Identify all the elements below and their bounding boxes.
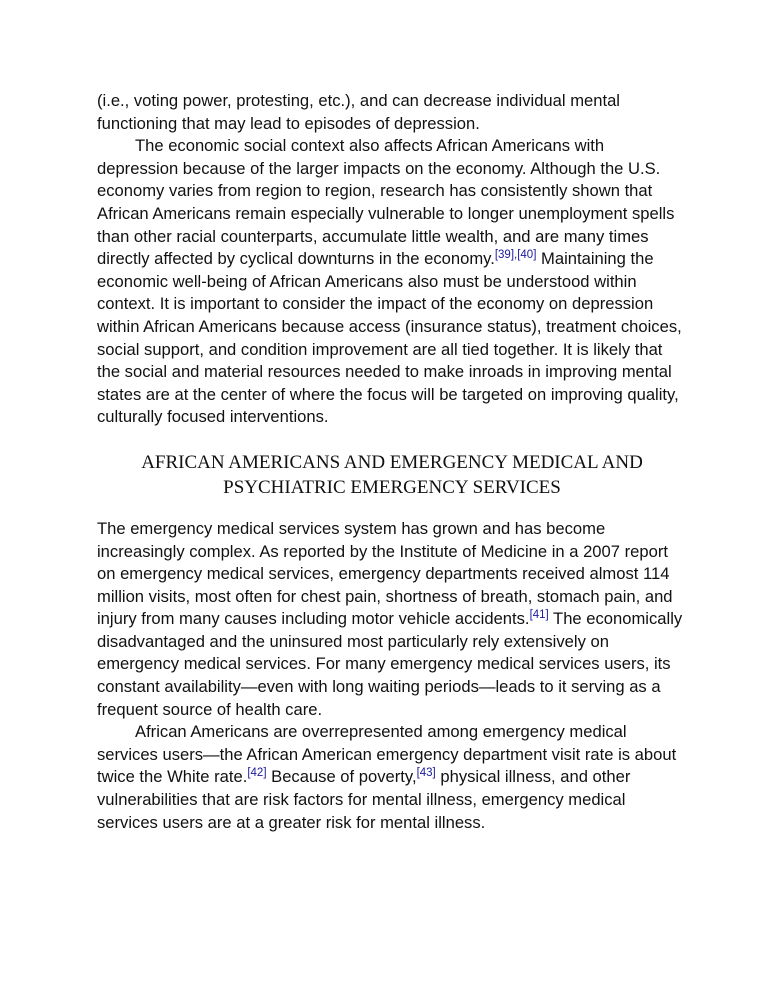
citation-41[interactable]: [41] bbox=[529, 609, 549, 622]
citation-separator: , bbox=[514, 249, 518, 262]
citation-43[interactable]: [43] bbox=[416, 767, 436, 780]
paragraph-text: Maintaining the economic well-being of African Americans also must be understood within context. It is important to consider the impact of the economy on depression within African Americans because access (insurance status), treatment choices, social support, and condition improvement are all tied together. It is likely that the social and material resources needed to make inroads in improving mental states are at the center of where the focus will be targeted on improving quality, culturally focused interventions. bbox=[97, 249, 682, 427]
paragraph-text: The economic social context also affects African Americans with depression because of the larger impacts on the economy. Although the U.S. economy varies from region to region, research has consistently shown that African Americans remain especially vulnerable to longer unemployment spells than other racial counterparts, accumulate little wealth, and are many times directly affected by cyclical downturns in the economy. bbox=[97, 136, 675, 269]
paragraph-text: The economically disadvantaged and the uninsured most particularly rely extensively on emergency medical services. For many emergency medical services users, its constant availability—even with long waiting periods—leads to it serving as a frequent source of health care. bbox=[97, 609, 683, 719]
paragraph-text: African Americans are overrepresented among emergency medical services users—the African American emergency department visit rate is about twice the White rate. bbox=[97, 722, 677, 787]
paragraph-text: Because of poverty, bbox=[266, 767, 417, 787]
section-heading bbox=[97, 450, 687, 500]
paragraph-economic-context bbox=[97, 135, 687, 429]
paragraph-overrepresentation bbox=[97, 721, 687, 834]
paragraph-text: (i.e., voting power, protesting, etc.), and can decrease individual mental functioning that may lead to episodes of depression. bbox=[97, 91, 620, 133]
citation-42[interactable]: [42] bbox=[247, 767, 267, 780]
heading-line-1: AFRICAN AMERICANS AND EMERGENCY MEDICAL AND bbox=[141, 451, 643, 473]
citation-40[interactable]: [40] bbox=[517, 249, 537, 262]
document-page bbox=[97, 90, 687, 834]
heading-line-2: PSYCHIATRIC EMERGENCY SERVICES bbox=[223, 476, 561, 498]
paragraph-text: physical illness, and other vulnerabilities that are risk factors for mental illness, emergency medical services users are at a greater risk for mental illness. bbox=[97, 767, 631, 832]
paragraph-text: The emergency medical services system has grown and has become increasingly complex. As reported by the Institute of Medicine in a 2007 report on emergency medical services, emergency departments received almost 114 million visits, most often for chest pain, shortness of breath, stomach pain, and injury from many causes including motor vehicle accidents. bbox=[97, 518, 673, 629]
paragraph-ems-system bbox=[97, 518, 687, 721]
paragraph-depression-continuation bbox=[97, 90, 687, 135]
citation-39[interactable]: [39] bbox=[494, 249, 515, 262]
